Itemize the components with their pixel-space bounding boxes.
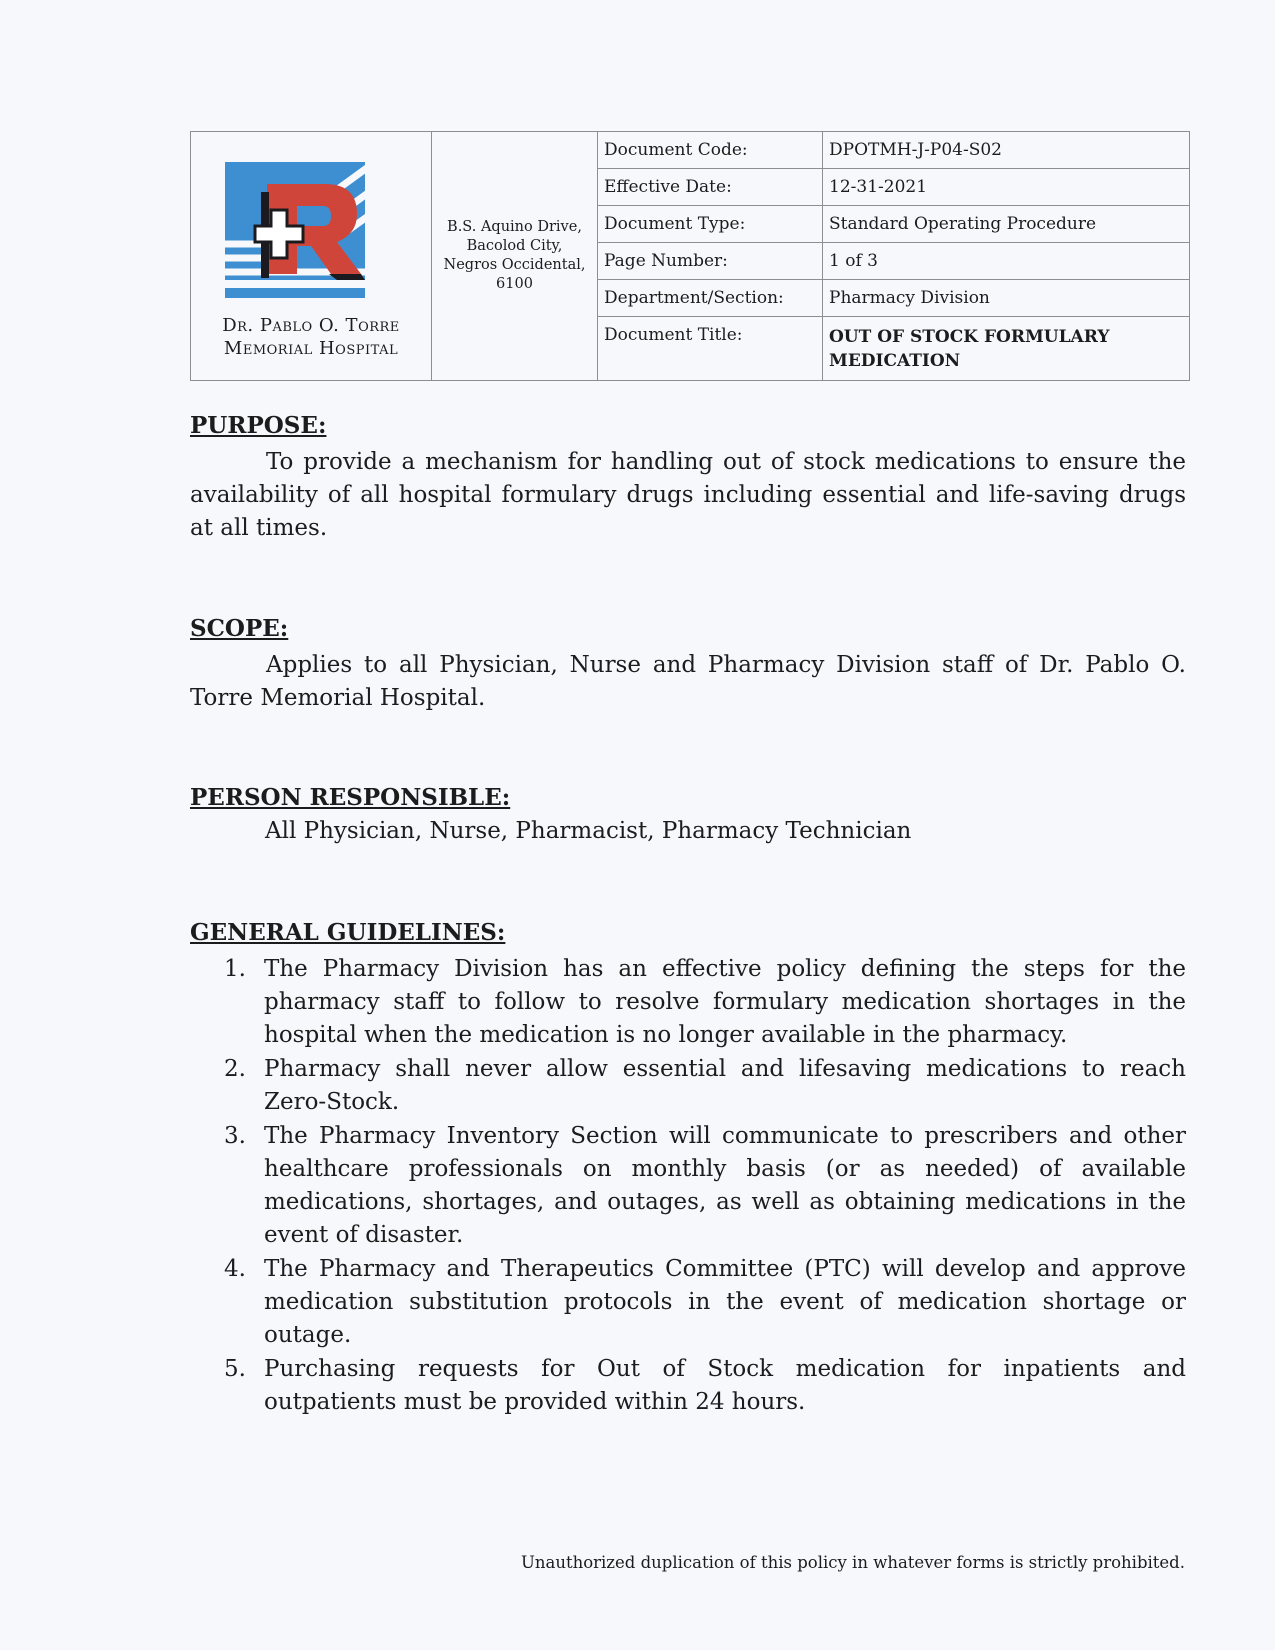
footer-note: Unauthorized duplication of this policy in whatever forms is strictly prohibited. (520, 1553, 1185, 1572)
general-guidelines-heading: GENERAL GUIDELINES: (190, 919, 506, 946)
hospital-name-line2: Memorial Hospital (223, 338, 399, 359)
guideline-text: The Pharmacy and Therapeutics Committee (PTC) will develop and approve medication substitution protocols in the event of medication shortage or outage. (264, 1256, 1186, 1348)
guideline-text: Pharmacy shall never allow essential and lifesaving medications to reach Zero-Stock. (264, 1056, 1186, 1115)
guideline-number: 3. (224, 1123, 246, 1149)
address-line: B.S. Aquino Drive, (447, 219, 582, 235)
guideline-number: 2. (224, 1056, 246, 1082)
guidelines-list (190, 953, 1186, 1420)
department-value: Pharmacy Division (823, 280, 1190, 317)
document-title-label: Document Title: (598, 317, 823, 381)
purpose-text: To provide a mechanism for handling out of stock medications to ensure the availability of all hospital formulary drugs including essential and life-saving drugs at all times. (190, 449, 1186, 541)
guideline-item (190, 1053, 1186, 1119)
person-responsible-text: All Physician, Nurse, Pharmacist, Pharmacy Technician (265, 818, 912, 844)
document-type-value: Standard Operating Procedure (823, 206, 1190, 243)
guideline-text: The Pharmacy Inventory Section will communicate to prescribers and other healthcare professionals on monthly basis (or as needed) of available medications, shortages, and outages, as well as obtaining medications in the event of disaster. (264, 1123, 1186, 1248)
document-type-label: Document Type: (598, 206, 823, 243)
scope-text: Applies to all Physician, Nurse and Pharmacy Division staff of Dr. Pablo O. Torre Memorial Hospital. (190, 652, 1186, 711)
guideline-item (190, 1353, 1186, 1419)
document-title-value: OUT OF STOCK FORMULARY MEDICATION (823, 317, 1190, 381)
guideline-item (190, 1120, 1186, 1252)
document-code-label: Document Code: (598, 132, 823, 169)
page-number-value: 1 of 3 (823, 243, 1190, 280)
address-line: 6100 (496, 276, 533, 292)
address-line: Bacolod City, (466, 238, 563, 254)
person-responsible-heading: PERSON RESPONSIBLE: (190, 784, 511, 811)
department-label: Department/Section: (598, 280, 823, 317)
guideline-number: 5. (224, 1356, 246, 1382)
hospital-logo-icon (225, 162, 385, 302)
effective-date-value: 12-31-2021 (823, 169, 1190, 206)
hospital-address (432, 132, 598, 381)
guideline-number: 4. (224, 1256, 246, 1282)
hospital-logo (225, 162, 385, 302)
address-line: Negros Occidental, (443, 257, 586, 273)
document-header-table (190, 131, 1190, 381)
logo-cell (191, 132, 432, 381)
document-code-value: DPOTMH-J-P04-S02 (823, 132, 1190, 169)
purpose-heading: PURPOSE: (190, 412, 327, 439)
guideline-item (190, 953, 1186, 1052)
guideline-text: Purchasing requests for Out of Stock medication for inpatients and outpatients must be provided within 24 hours. (264, 1356, 1186, 1415)
effective-date-label: Effective Date: (598, 169, 823, 206)
hospital-name (191, 314, 431, 360)
scope-heading: SCOPE: (190, 615, 289, 642)
guideline-text: The Pharmacy Division has an effective policy defining the steps for the pharmacy staff to follow to resolve formulary medication shortages in the hospital when the medication is no longer available in the pharmacy. (264, 956, 1186, 1048)
guideline-item (190, 1253, 1186, 1352)
guideline-number: 1. (224, 956, 246, 982)
page-number-label: Page Number: (598, 243, 823, 280)
hospital-name-line1: Dr. Pablo O. Torre (222, 315, 400, 336)
